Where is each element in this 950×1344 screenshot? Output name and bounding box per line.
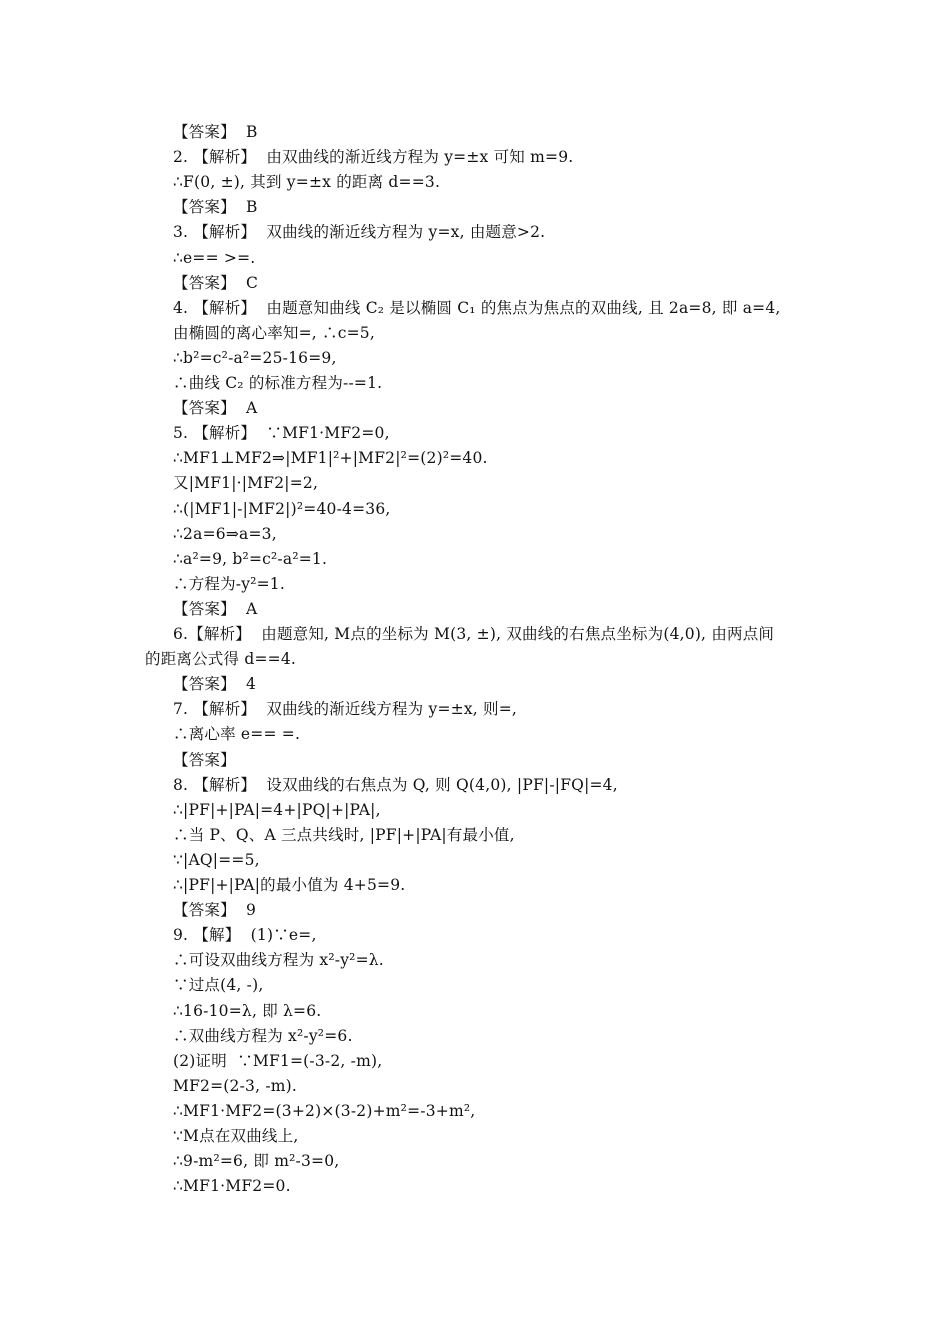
text-line: 【答案】 A xyxy=(173,399,258,418)
text-line: ∴16-10=λ, 即 λ=6. xyxy=(173,1001,322,1020)
text-line: ∴F(0, ±), 其到 y=±x 的距离 d==3. xyxy=(173,173,441,192)
text-line: ∴可设双曲线方程为 x²-y²=λ. xyxy=(173,951,384,970)
text-line: ∴当 P、Q、A 三点共线时, |PF|+|PA|有最小值, xyxy=(173,825,515,844)
text-line: ∴MF1⊥MF2⇒|MF1|²+|MF2|²=(2)²=40. xyxy=(173,449,488,468)
text-line: 3. 【解析】 双曲线的渐近线方程为 y=x, 由题意>2. xyxy=(173,223,546,242)
text-line: ∴MF1·MF2=0. xyxy=(173,1177,291,1196)
text-line: ∴2a=6⇒a=3, xyxy=(173,524,277,543)
text-line: 【答案】 4 xyxy=(173,675,257,694)
text-line: 【答案】 xyxy=(173,750,236,769)
text-line: 【答案】 C xyxy=(173,273,259,292)
text-line: 7. 【解析】 双曲线的渐近线方程为 y=±x, 则=, xyxy=(173,700,518,719)
text-line: 的距离公式得 d==4. xyxy=(145,650,297,669)
text-line: MF2=(2-3, -m). xyxy=(173,1076,298,1095)
text-line: ∴双曲线方程为 x²-y²=6. xyxy=(173,1026,353,1045)
text-line: 8. 【解析】 设双曲线的右焦点为 Q, 则 Q(4,0), |PF|-|FQ|=4, xyxy=(173,775,618,794)
text-line: ∴b²=c²-a²=25-16=9, xyxy=(173,348,337,367)
text-line: 4. 【解析】 由题意知曲线 C₂ 是以椭圆 C₁ 的焦点为焦点的双曲线, 且 2a=8, 即 a=4, xyxy=(173,298,781,317)
text-line: 又|MF1|·|MF2|=2, xyxy=(173,474,319,493)
text-line: ∴a²=9, b²=c²-a²=1. xyxy=(173,549,328,568)
text-line: 5. 【解析】 ∵MF1·MF2=0, xyxy=(173,424,390,443)
text-line: ∴|PF|+|PA|=4+|PQ|+|PA|, xyxy=(173,800,381,819)
text-line: ∴9-m²=6, 即 m²-3=0, xyxy=(173,1152,340,1171)
text-line: 【答案】 B xyxy=(173,123,258,141)
text-line: ∴|PF|+|PA|的最小值为 4+5=9. xyxy=(173,876,406,894)
text-line: ∵|AQ|==5, xyxy=(173,850,260,869)
text-line: 2. 【解析】 由双曲线的渐近线方程为 y=±x 可知 m=9. xyxy=(173,148,574,167)
text-line: 【答案】 9 xyxy=(173,901,257,920)
text-line: 6.【解析】 由题意知, M点的坐标为 M(3, ±), 双曲线的右焦点坐标为(4,0), 由两点间 xyxy=(173,625,775,643)
text-line: ∴e== >=. xyxy=(173,248,256,267)
text-line: 【答案】 A xyxy=(173,599,258,618)
text-line: ∵M点在双曲线上, xyxy=(173,1127,299,1145)
text-line: 【答案】 B xyxy=(173,198,258,217)
text-line: ∴曲线 C₂ 的标准方程为--=1. xyxy=(173,374,383,392)
text-line: 由椭圆的离心率知=, ∴c=5, xyxy=(173,323,375,342)
text-line: ∴(|MF1|-|MF2|)²=40-4=36, xyxy=(173,499,391,518)
text-line: ∴离心率 e== =. xyxy=(173,725,301,744)
text-line: (2)证明 ∵MF1=(-3-2, -m), xyxy=(173,1051,383,1070)
text-line: ∴MF1·MF2=(3+2)×(3-2)+m²=-3+m², xyxy=(173,1101,476,1120)
text-line: 9. 【解】 (1)∵e=, xyxy=(173,926,317,945)
text-line: ∵过点(4, -), xyxy=(173,976,264,995)
text-line: ∴方程为-y²=1. xyxy=(173,574,285,593)
